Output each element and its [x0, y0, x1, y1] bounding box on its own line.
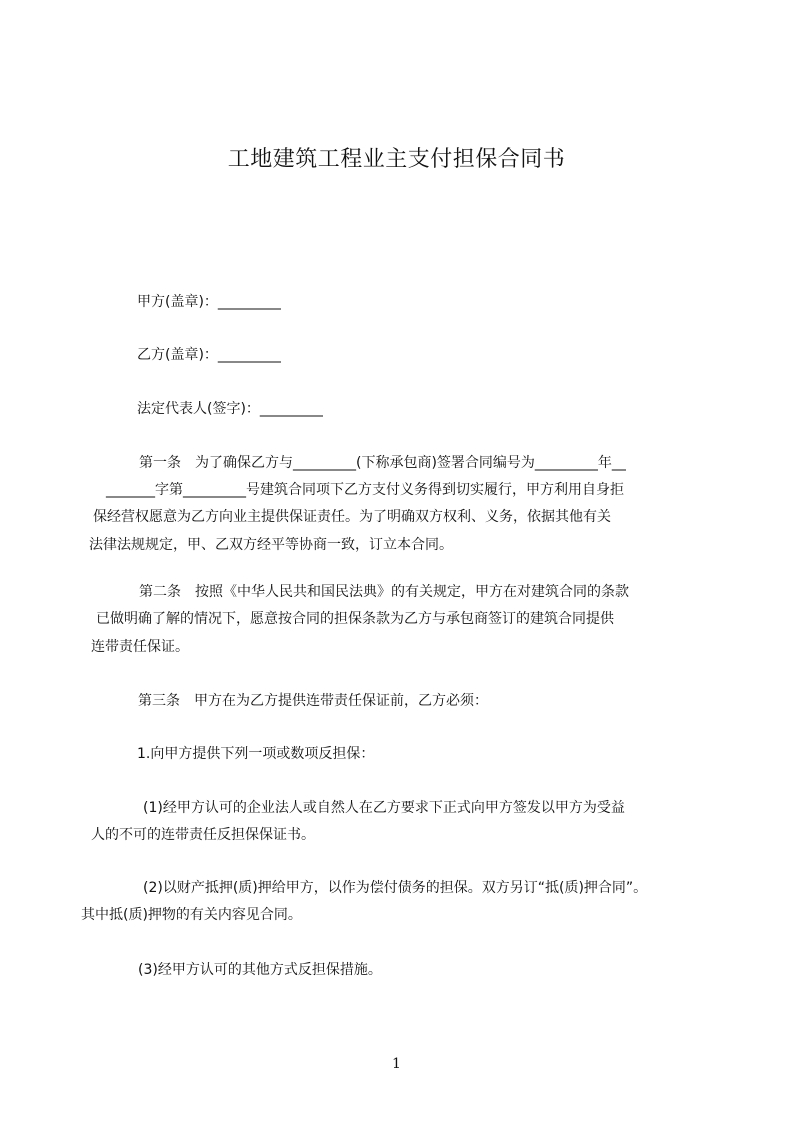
party-a-seal-line: 甲方(盖章)：_________ — [137, 294, 281, 310]
article-1-line-2: _______字第_________号建筑合同项下乙方支付义务得到切实履行，甲方利用自身拒 — [106, 482, 624, 498]
article-1-line-4: 法律法规规定，甲、乙双方经平等协商一致，订立本合同。 — [89, 537, 453, 553]
article-2-line-2: 已做明确了解的情况下，愿意按合同的担保条款为乙方与承包商签订的建筑合同提供 — [96, 611, 614, 627]
article-2-line-3: 连带责任保证。 — [91, 639, 189, 655]
counter-guarantee-3-line-1: (3)经甲方认可的其他方式反担保措施。 — [138, 962, 382, 978]
document-title: 工地建筑工程业主支付担保合同书 — [227, 147, 566, 172]
counter-guarantee-1-line-1: (1)经甲方认可的企业法人或自然人在乙方要求下正式向甲方签发以甲方为受益 — [143, 800, 625, 816]
article-3-intro: 第三条 甲方在为乙方提供连带责任保证前，乙方必须： — [138, 693, 488, 709]
counter-guarantee-2-line-2: 其中抵(质)押物的有关内容见合同。 — [81, 907, 302, 923]
counter-guarantee-2-line-1: (2)以财产抵押(质)押给甲方，以作为偿付债务的担保。双方另订“抵(质)押合同”。 — [143, 880, 648, 896]
page-number: 1 — [392, 1056, 401, 1072]
article-1-line-3: 保经营权愿意为乙方向业主提供保证责任。为了明确双方权利、义务，依据其他有关 — [93, 509, 611, 525]
article-1-line-1: 第一条 为了确保乙方与_________(下称承包商)签署合同编号为_________年__ — [139, 455, 626, 471]
party-b-seal-line: 乙方(盖章)：_________ — [137, 347, 281, 363]
article-2-line-1: 第二条 按照《中华人民共和国民法典》的有关规定，甲方在对建筑合同的条款 — [139, 584, 629, 600]
article-3-item-1: 1.向甲方提供下列一项或数项反担保： — [137, 746, 375, 762]
counter-guarantee-1-line-2: 人的不可的连带责任反担保保证书。 — [91, 827, 315, 843]
legal-representative-line: 法定代表人(签字)：_________ — [137, 401, 323, 417]
